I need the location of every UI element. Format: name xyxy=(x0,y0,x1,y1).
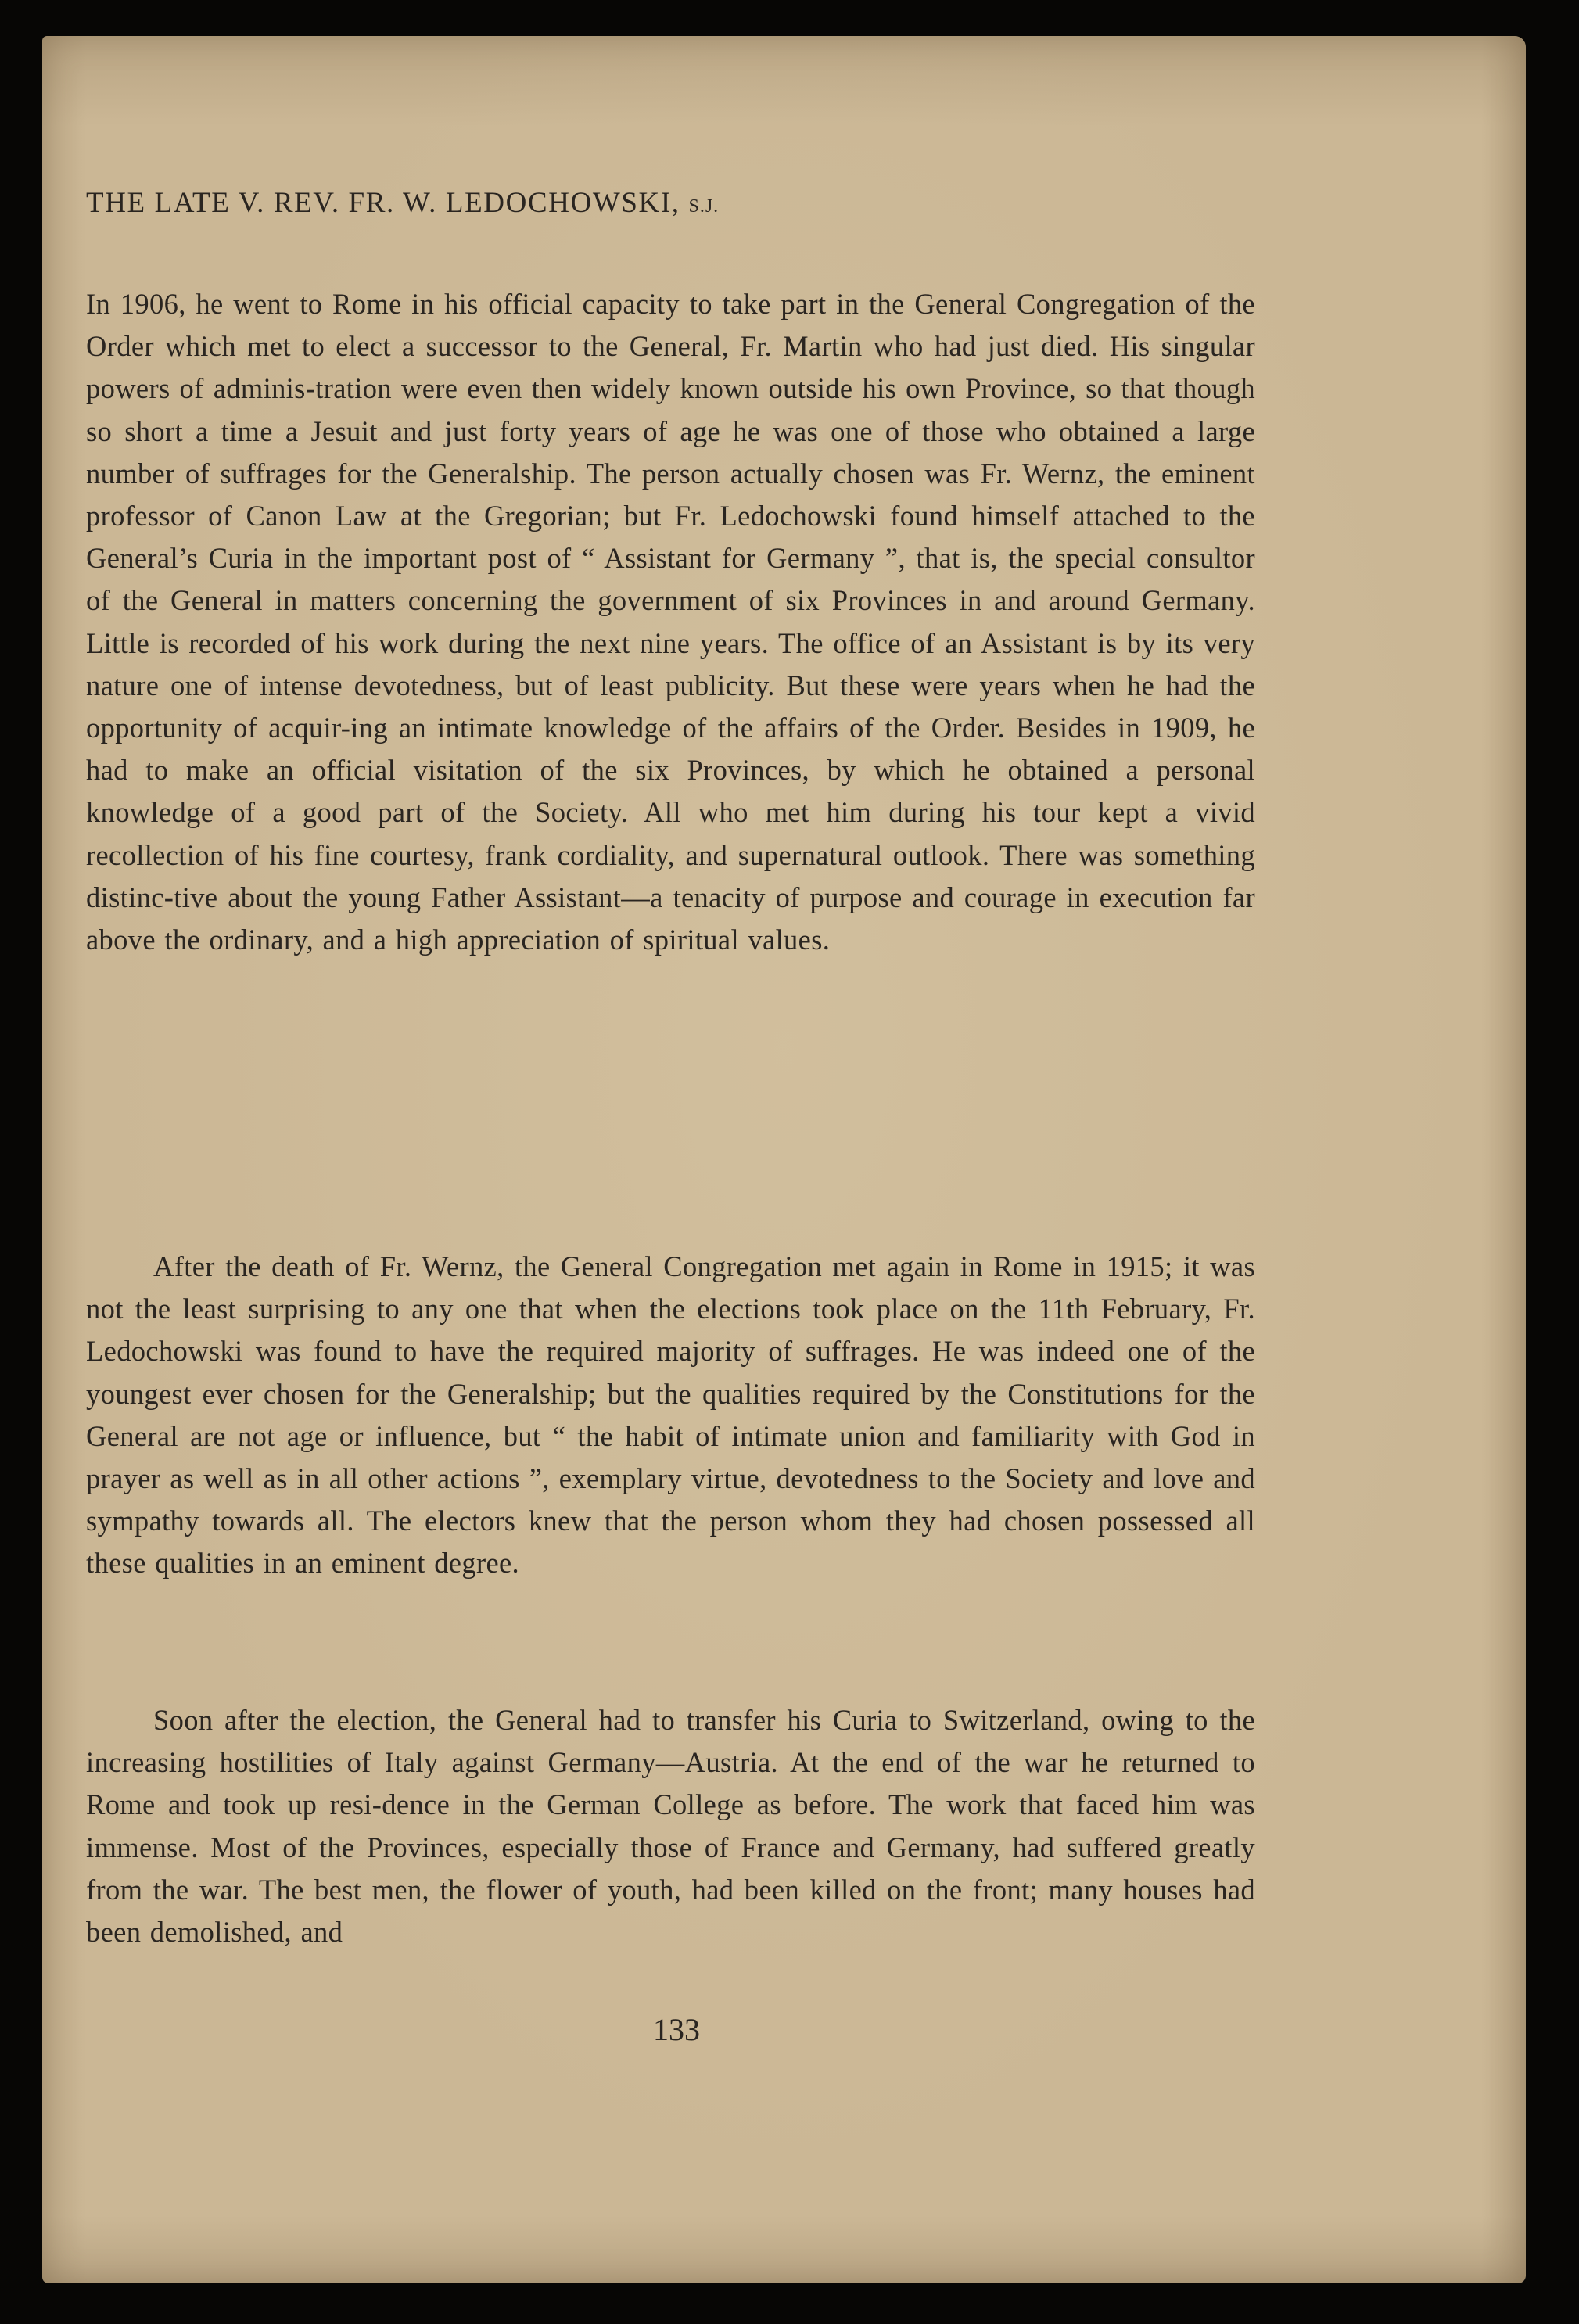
page-title xyxy=(86,186,719,220)
paragraph-2: After the death of Fr. Wernz, the General Congregation met again in Rome in 1915; it was not the least surprising to any one that when the elections took place on the 11th February, Fr. Ledochowski was found to have the required majority of suffrages. He was indeed one of the youngest ever chosen for the Generalship; but the qualities required by the Constitutions for the General are not age or influence, but “ the habit of intimate union and familiarity with God in prayer as well as in all other actions ”, exemplary virtue, devotedness to the Society and love and sympathy towards all. The electors knew that the person whom they had chosen possessed all these qualities in an eminent degree. xyxy=(86,1250,1255,1580)
paragraph-3: Soon after the election, the General had to transfer his Curia to Switzerland, owing to the increasing hostilities of Italy against Germany—Austria. At the end of the war he returned to Rome and took up resi-dence in the German College as before. The work that faced him was immense. Most of the Provinces, especially those of France and Germany, had suffered greatly from the war. The best men, the flower of youth, had been killed on the front; many houses had been demolished, and xyxy=(86,1704,1255,1949)
title-text: THE LATE V. REV. FR. W. LEDOCHOWSKI, xyxy=(86,187,680,219)
paragraph-1: In 1906, he went to Rome in his official capacity to take part in the General Congregation of the Order which met to elect a successor to the General, Fr. Martin who had just died. His singular powers of adminis-tration were even then widely known outside his own Province, so that though so short a time a Jesuit and just forty years of age he was one of those who obtained a large number of suffrages for the Generalship. The person actually chosen was Fr. Wernz, the eminent professor of Canon Law at the Gregorian; but Fr. Ledochowski found himself attached to the General’s Curia in the important post of “ Assistant for Germany ”, that is, the special consultor of the General in matters concerning the government of six Provinces in and around Germany. Little is recorded of his work during the next nine years. The office of an Assistant is by its very nature one of intense devotedness, but of least publicity. But these were years when he had the opportunity of acquir-ing an intimate knowledge of the affairs of the Order. Besides in 1909, he had to make an official visitation of the six Provinces, by which he obtained a personal knowledge of a good part of the Society. All who met him during his tour kept a vivid recollection of his fine courtesy, frank cordiality, and supernatural outlook. There was something distinc-tive about the young Father Assistant—a tenacity of purpose and courage in execution far above the ordinary, and a high appreciation of spiritual values. xyxy=(86,288,1255,956)
page-number: 133 xyxy=(653,2012,700,2047)
title-suffix: S.J. xyxy=(688,196,720,217)
